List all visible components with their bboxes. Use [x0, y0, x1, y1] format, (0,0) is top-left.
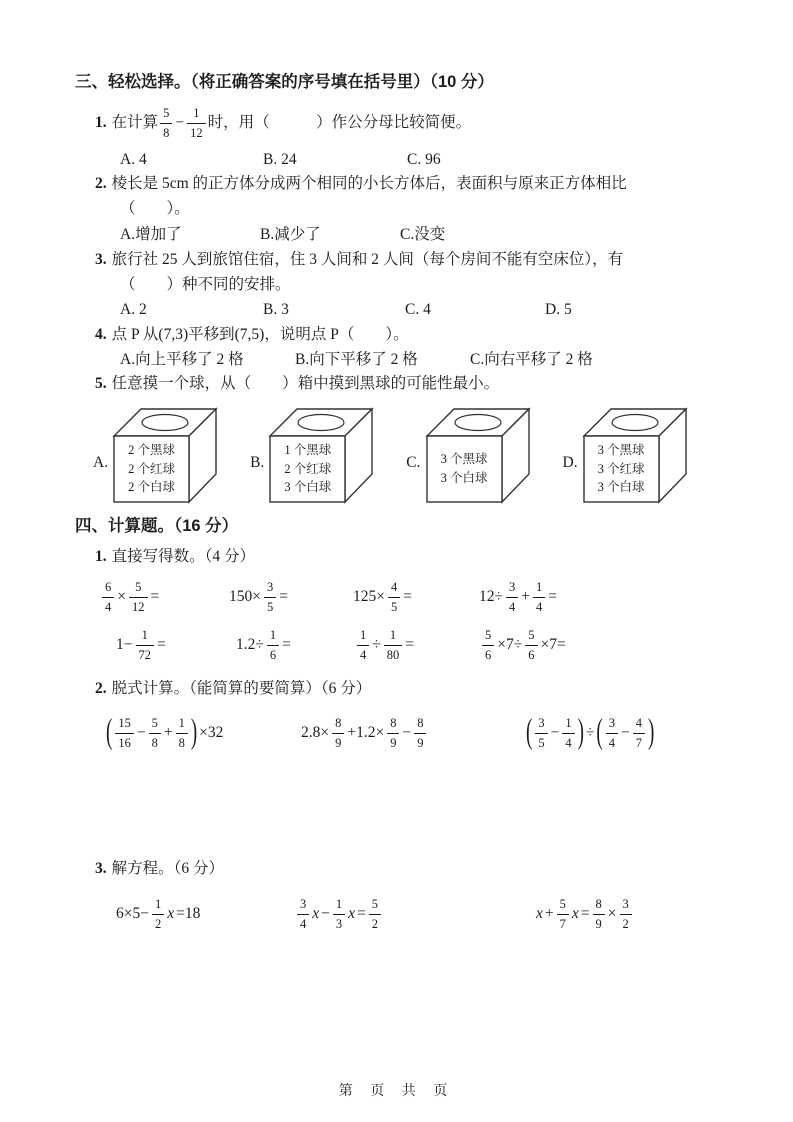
- question-3-number: 3.: [95, 251, 107, 268]
- math-expression: ( $\frac{15}{16}$ − $\frac{5}{8}$ + $\frac{1}{8}$ ) ×32: [106, 712, 224, 752]
- ball-boxes-row: [75, 400, 733, 504]
- question-3-text: 旅行社 25 人到旅馆住宿，住 3 人间和 2 人间（每个房间不能有空床位），有: [111, 251, 624, 268]
- box-line: 2 个白球: [128, 480, 176, 495]
- subq-text: 直接写得数。（4 分）: [111, 548, 256, 565]
- option: D. 5: [545, 301, 572, 318]
- box-line: 2 个红球: [128, 461, 176, 476]
- option: C.向右平移了 2 格: [470, 351, 593, 368]
- math-expression: 150× $\frac{3}{5}$ =: [229, 580, 288, 614]
- question-2-number: 2.: [95, 175, 107, 192]
- ball-box-option-a: [93, 407, 228, 504]
- option: A. 4: [120, 151, 147, 168]
- calc-subquestion-3-title: [75, 856, 733, 882]
- box-line: 3 个白球: [284, 480, 332, 495]
- box-label: A.: [93, 454, 109, 471]
- subq-number: 2.: [95, 680, 107, 697]
- subq-text: 解方程。（6 分）: [111, 860, 225, 877]
- calc-subquestion-1-title: [75, 544, 733, 570]
- box-cube-graphic: [268, 407, 384, 504]
- box-label: D.: [562, 454, 578, 471]
- box-cube-graphic: [582, 407, 698, 504]
- box-line: 2 个黑球: [128, 442, 176, 457]
- question-3-options: [75, 298, 733, 322]
- subq-text: 脱式计算。（能简算的要简算）（6 分）: [111, 680, 372, 697]
- question-4: [75, 322, 733, 348]
- option: C. 96: [407, 151, 441, 168]
- question-5-text: 任意摸一个球，从（ ）箱中摸到黑球的可能性最小。: [111, 375, 500, 392]
- option: C.没变: [400, 226, 446, 243]
- question-1-text-post: 时，用（ ）作公分母比较简便。: [207, 114, 472, 131]
- box-line: 3 个白球: [440, 471, 488, 485]
- math-expression: $\frac{6}{4}$ × $\frac{5}{12}$ =: [100, 581, 228, 613]
- question-1-text-pre: 在计算: [111, 114, 159, 131]
- ball-box-option-b: [250, 407, 384, 504]
- question-3: [75, 248, 733, 272]
- math-expression: 1.2÷ $\frac{1}{6}$ =: [236, 628, 291, 662]
- question-3-blank: （ ）种不同的安排。: [120, 276, 291, 293]
- question-1-number: 1.: [95, 114, 107, 131]
- question-2: [75, 172, 733, 196]
- math-expression: $\frac{3}{4}$ x − $\frac{1}{3}$ x = $\frac{5}{2}$: [295, 898, 535, 930]
- question-4-number: 4.: [95, 326, 107, 343]
- question-4-options: [75, 348, 733, 372]
- option: B. 24: [263, 151, 297, 168]
- box-cube-graphic: [112, 407, 228, 504]
- calc-subquestion-2-title: [75, 676, 733, 702]
- subq-number: 3.: [95, 860, 107, 877]
- math-expression: 12÷ $\frac{3}{4}$ + $\frac{1}{4}$ =: [479, 580, 558, 614]
- box-contents: [584, 437, 659, 501]
- box-line: 3 个黑球: [440, 452, 488, 467]
- question-1-options: [75, 148, 733, 172]
- ball-box-option-c: [406, 407, 540, 504]
- question-1-math: $\frac{5}{8}$ − $\frac{1}{12}$: [158, 107, 208, 139]
- box-contents: [114, 437, 189, 501]
- question-5: [75, 372, 733, 396]
- question-5-number: 5.: [95, 375, 107, 392]
- option: A.向上平移了 2 格: [120, 351, 244, 368]
- math-expression: x + $\frac{5}{7}$ x = $\frac{8}{9}$ × $\frac{3}{2}$: [535, 898, 733, 930]
- box-line: 3 个红球: [597, 461, 645, 476]
- option: C. 4: [405, 301, 431, 318]
- subq-number: 1.: [95, 548, 107, 565]
- section-4-title: 四、计算题。（16 分）: [75, 517, 239, 535]
- option: A.增加了: [120, 226, 182, 243]
- question-4-text: 点 P 从(7,3)平移到(7,5)，说明点 P（ ）。: [111, 326, 409, 343]
- box-cube-graphic: [425, 407, 541, 504]
- box-contents: [427, 437, 502, 501]
- question-2-options: [75, 222, 733, 248]
- math-expression: $\frac{5}{6}$ ×7÷ $\frac{5}{6}$ ×7=: [480, 629, 733, 661]
- box-line: 3 个白球: [597, 480, 645, 495]
- box-contents: [270, 437, 345, 501]
- question-2-text: 棱长是 5cm 的正方体分成两个相同的小长方体后，表面积与原来正方体相比: [111, 175, 627, 192]
- option: A. 2: [120, 301, 147, 318]
- page-footer: 第 页 共 页: [338, 1084, 455, 1099]
- math-expression: 2.8× $\frac{8}{9}$ +1.2× $\frac{8}{9}$ − $\frac{8}{9}$: [300, 717, 525, 749]
- question-1: [75, 100, 733, 146]
- offset-calc-row: [75, 706, 733, 760]
- question-2-blank: （ ）。: [120, 200, 190, 217]
- math-expression: 125× $\frac{4}{5}$ =: [353, 580, 412, 614]
- direct-calc-row-1: [75, 572, 733, 622]
- math-expression: 1− $\frac{1}{72}$ =: [116, 628, 166, 662]
- box-label: B.: [250, 454, 265, 471]
- option: B. 3: [263, 301, 289, 318]
- section-3-title: 三、轻松选择。（将正确答案的序号填在括号里）（10 分）: [75, 73, 494, 91]
- box-line: 1 个黑球: [284, 442, 332, 457]
- math-expression: 6×5− $\frac{1}{2}$ x =18: [116, 897, 201, 931]
- box-line: 3 个黑球: [597, 442, 645, 457]
- math-expression: ( $\frac{3}{5}$ − $\frac{1}{4}$ ) ÷ ( $\frac{3}{4}$ − $\frac{4}{7}$ ): [526, 712, 655, 752]
- option: B.向下平移了 2 格: [295, 351, 418, 368]
- option: B.减少了: [260, 226, 321, 243]
- ball-box-option-d: [563, 407, 698, 504]
- equations-row: [75, 890, 733, 938]
- direct-calc-row-2: [75, 622, 733, 668]
- math-expression: $\frac{1}{4}$ ÷ $\frac{1}{80}$ =: [355, 629, 480, 661]
- box-line: 2 个红球: [284, 461, 332, 476]
- box-label: C.: [406, 454, 421, 471]
